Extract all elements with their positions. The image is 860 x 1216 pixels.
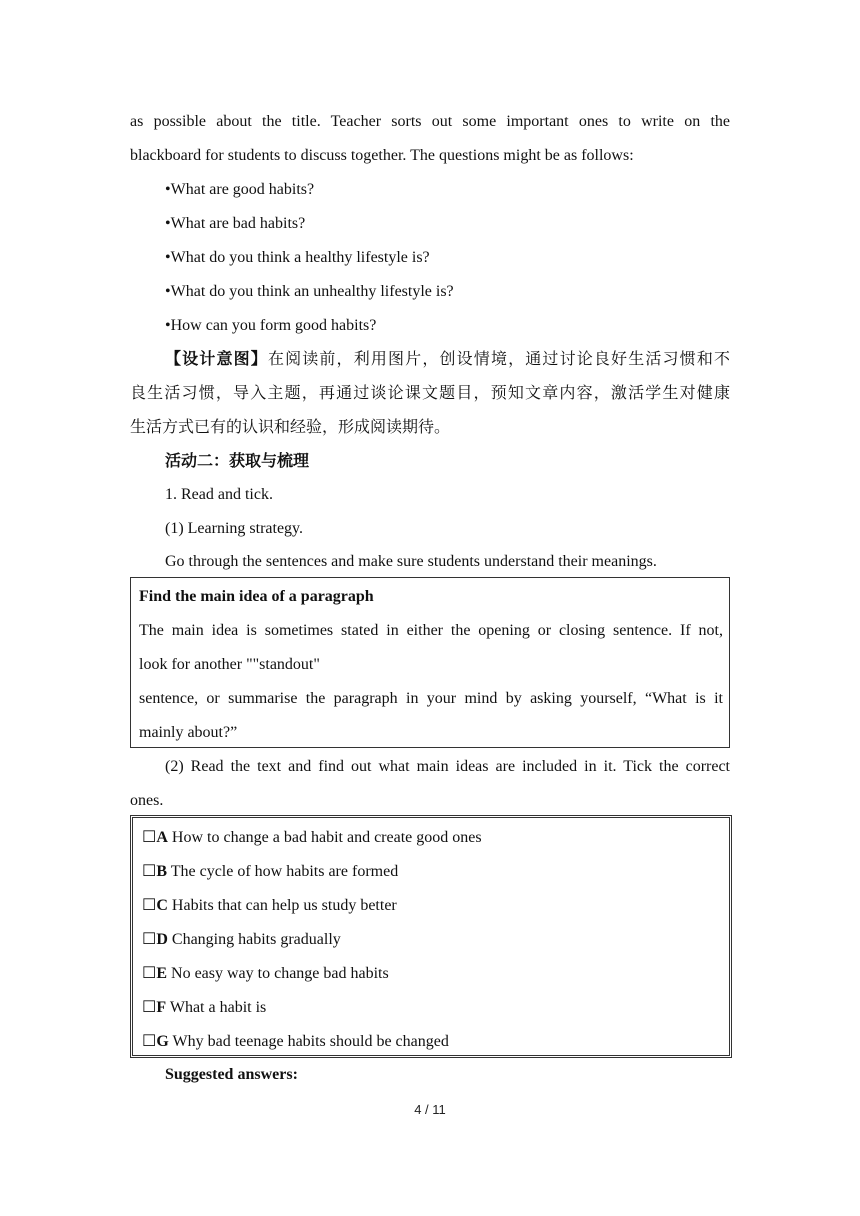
- bullet-icon: •: [165, 283, 171, 300]
- strategy-line-1: The main idea is sometimes stated in either the opening or closing sentence. If not,: [139, 622, 723, 639]
- page-number: 4 / 11: [414, 1102, 446, 1117]
- bullet-icon: •: [165, 249, 171, 266]
- strategy-line-3: sentence, or summarise the paragraph in your mind by asking yourself, “What is it: [139, 690, 723, 707]
- question-item: •What are bad habits?: [165, 215, 306, 232]
- bullet-icon: •: [165, 181, 171, 198]
- design-intent-line-1: 【设计意图】在阅读前，利用图片，创设情境，通过讨论良好生活习惯和不: [165, 351, 730, 368]
- step-1-1-description: Go through the sentences and make sure students understand their meanings.: [165, 553, 657, 570]
- strategy-title: Find the main idea of a paragraph: [139, 588, 374, 605]
- option-d[interactable]: ☐D Changing habits gradually: [142, 931, 341, 948]
- question-item: •What are good habits?: [165, 181, 315, 198]
- option-b[interactable]: ☐B The cycle of how habits are formed: [142, 863, 399, 880]
- checkbox-icon[interactable]: ☐: [142, 863, 157, 880]
- checkbox-icon[interactable]: ☐: [142, 965, 157, 982]
- checkbox-icon[interactable]: ☐: [142, 931, 157, 948]
- activity-heading: 活动二：获取与梳理: [165, 453, 310, 470]
- option-g[interactable]: ☐G Why bad teenage habits should be changed: [142, 1033, 449, 1050]
- strategy-line-2: look for another ""standout": [139, 656, 320, 673]
- checkbox-icon[interactable]: ☐: [142, 1033, 157, 1050]
- step-1-2-line-2: ones.: [130, 792, 164, 809]
- step-1-2-line-1: (2) Read the text and find out what main ideas are included in it. Tick the correct: [165, 758, 730, 775]
- design-intent-label: 【设计意图】: [165, 351, 268, 368]
- question-item: •What do you think an unhealthy lifestyle is?: [165, 283, 454, 300]
- design-intent-line-3: 生活方式已有的认识和经验，形成阅读期待。: [130, 419, 451, 436]
- options-box: [130, 815, 732, 1058]
- checkbox-icon[interactable]: ☐: [142, 999, 157, 1016]
- intro-line-1: as possible about the title. Teacher sorts out some important ones to write on the: [130, 113, 730, 130]
- question-item: •What do you think a healthy lifestyle is?: [165, 249, 430, 266]
- step-1-1: (1) Learning strategy.: [165, 520, 304, 537]
- checkbox-icon[interactable]: ☐: [142, 829, 157, 846]
- question-item: •How can you form good habits?: [165, 317, 377, 334]
- option-f[interactable]: ☐F What a habit is: [142, 999, 267, 1016]
- checkbox-icon[interactable]: ☐: [142, 897, 157, 914]
- option-c[interactable]: ☐C Habits that can help us study better: [142, 897, 397, 914]
- suggested-answers-heading: Suggested answers:: [165, 1066, 298, 1083]
- strategy-box: [130, 577, 730, 748]
- bullet-icon: •: [165, 215, 171, 232]
- step-1: 1. Read and tick.: [165, 486, 273, 503]
- bullet-icon: •: [165, 317, 171, 334]
- option-a[interactable]: ☐A How to change a bad habit and create good ones: [142, 829, 482, 846]
- intro-line-2: blackboard for students to discuss together. The questions might be as follows:: [130, 147, 634, 164]
- option-e[interactable]: ☐E No easy way to change bad habits: [142, 965, 389, 982]
- design-intent-line-2: 良生活习惯，导入主题，再通过谈论课文题目，预知文章内容，激活学生对健康: [130, 385, 730, 402]
- strategy-line-4: mainly about?”: [139, 724, 238, 741]
